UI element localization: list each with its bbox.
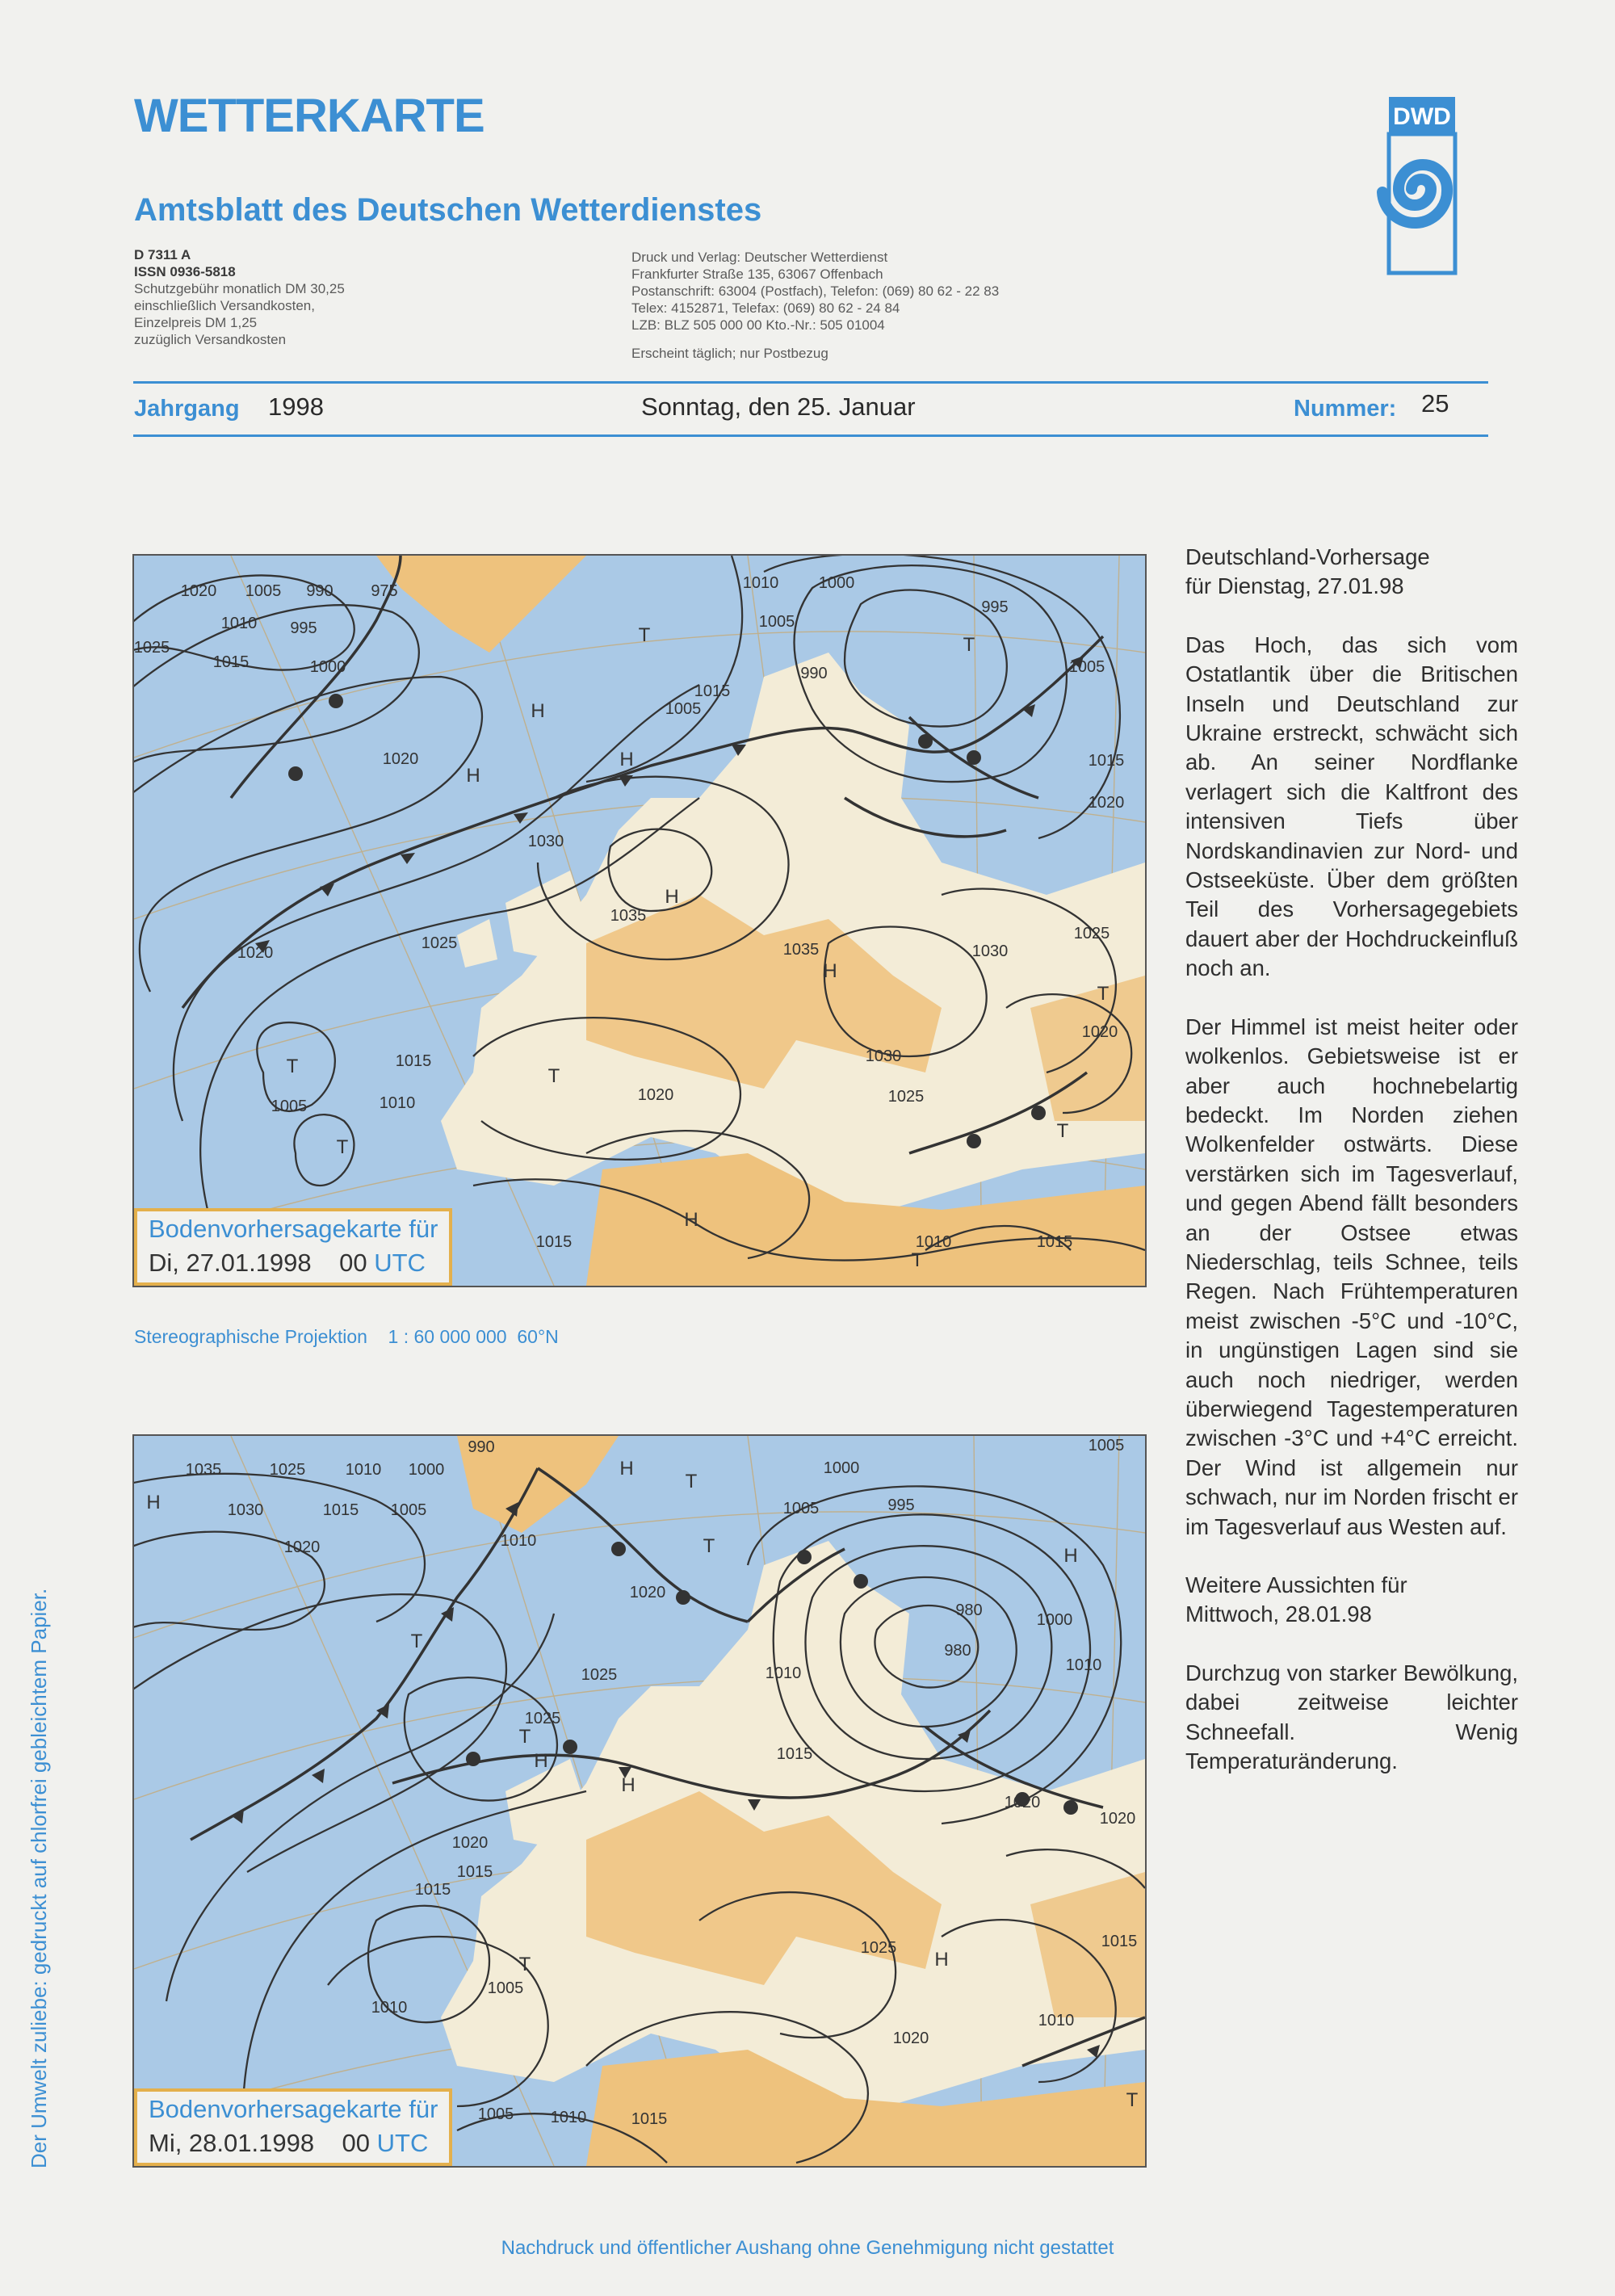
isobar-label: 975 <box>371 582 398 600</box>
isobar-label: 1020 <box>451 1834 489 1852</box>
isobar-label: 1020 <box>382 750 419 768</box>
isobar-label: 1035 <box>610 907 647 925</box>
pressure-center-label: H <box>823 960 837 982</box>
pressure-center-label: H <box>619 1458 634 1480</box>
nummer-value: 25 <box>1421 389 1449 418</box>
isobar-label: 1020 <box>892 2029 929 2047</box>
pressure-center-label: T <box>410 1631 423 1652</box>
isobar-label: 1015 <box>1036 1233 1073 1251</box>
pressure-center-label: T <box>1056 1120 1069 1142</box>
isobar-label: 995 <box>981 598 1009 616</box>
isobar-label: 1010 <box>915 1233 952 1251</box>
isobar-label: 990 <box>306 582 333 600</box>
isobar-label: 1005 <box>477 2105 514 2123</box>
isobar-label: 1015 <box>212 653 250 671</box>
publisher-line: Telex: 4152871, Telefax: (069) 80 62 - 24 84 <box>631 300 900 316</box>
pressure-center-label: T <box>547 1065 560 1087</box>
isobar-label: 1010 <box>379 1094 416 1112</box>
header-rule-top <box>133 381 1488 384</box>
environment-note: Der Umwelt zuliebe: gedruckt auf chlorfrei gebleichtem Papier. <box>27 1588 51 2168</box>
forecast-paragraph: Der Himmel ist meist heiter oder wolkenlos. Gebietsweise ist er aber auch hochnebelartig bedeckt. Im Norden ziehen Wolkenfelder ostwärts. Diese verstärken sich im Tagesverlauf, und gegen Abend fällt besonders an der Ostsee etwas Niederschlag, teils Schnee, teils Regen. Nach Frühtemperaturen meist zwischen -5°C und -10°C, in ungünstigen Lagen sind sie auch noch niedriger, werden überwiegend Tagestemperaturen zwischen -3°C und +4°C erreicht. Der Wind ist allgemein nur schwach, nur im Norden frischt er im Tagesverlauf aus Westen auf. <box>1185 1014 1518 1539</box>
map-caption-utc: UTC <box>374 1249 426 1277</box>
map-caption <box>134 1208 452 1286</box>
pressure-center-label: H <box>684 1209 698 1231</box>
page-subtitle: Amtsblatt des Deutschen Wetterdienstes <box>134 192 762 228</box>
forecast-text <box>1185 543 1518 1776</box>
isobar-label: 1010 <box>371 1999 408 2017</box>
publisher-line: Postanschrift: 63004 (Postfach), Telefon: (069) 80 62 - 22 83 <box>631 283 1000 299</box>
isobar-label: 1015 <box>456 1863 493 1881</box>
isobar-label: 1010 <box>550 2109 587 2126</box>
isobar-label: 1020 <box>1081 1023 1118 1041</box>
nummer-label: Nummer: <box>1294 396 1397 422</box>
isobar-label: 980 <box>944 1642 971 1660</box>
map-caption-date: Di, 27.01.1998 <box>149 1249 312 1277</box>
forecast-map-tuesday <box>132 554 1147 1287</box>
pressure-center-label: H <box>619 749 634 770</box>
fee-line: zuzüglich Versandkosten <box>134 332 287 347</box>
isobar-label: 1025 <box>1073 925 1110 942</box>
outlook-heading: Weitere Aussichten für <box>1185 1572 1407 1597</box>
isobar-label: 1030 <box>227 1501 264 1519</box>
isobar-label: 990 <box>468 1438 495 1456</box>
isobar-label: 1005 <box>1068 658 1105 676</box>
isobar-label: 1020 <box>637 1086 674 1104</box>
isobar-label: 1015 <box>322 1501 359 1519</box>
pressure-center-label: T <box>703 1535 715 1557</box>
pressure-center-label: T <box>1126 2089 1139 2111</box>
isobar-label: 1025 <box>421 934 458 952</box>
isobar-label: 1010 <box>1038 2012 1075 2029</box>
isobar-label: 1025 <box>860 1939 897 1957</box>
isobar-label: 995 <box>887 1496 915 1514</box>
isobar-label: 1015 <box>694 682 731 700</box>
projection-info <box>134 1326 559 1348</box>
isobar-label: 1010 <box>1065 1656 1102 1674</box>
fee-line: Schutzgebühr monatlich DM 30,25 <box>134 281 345 296</box>
jahrgang-value: 1998 <box>268 392 324 421</box>
isobar-label: 1030 <box>527 833 564 850</box>
isobar-label: 1015 <box>535 1233 573 1251</box>
isobar-label: 1025 <box>581 1666 618 1684</box>
isobar-label: 1020 <box>629 1584 666 1601</box>
forecast-map-wednesday <box>132 1434 1147 2168</box>
pressure-center-label: T <box>963 634 975 656</box>
isobar-label: 1030 <box>971 942 1009 960</box>
isobar-label: 1015 <box>395 1052 432 1070</box>
pressure-center-label: H <box>621 1774 636 1796</box>
publication-info-right <box>631 249 999 362</box>
publisher-line: LZB: BLZ 505 000 00 Kto.-Nr.: 505 01004 <box>631 317 885 333</box>
publisher-line: Frankfurter Straße 135, 63067 Offenbach <box>631 267 883 282</box>
isobar-label: 1005 <box>665 700 702 718</box>
isobar-label: 990 <box>800 665 828 682</box>
isobar-label: 1000 <box>823 1459 860 1477</box>
map-caption-utc: UTC <box>376 2129 429 2157</box>
map-caption <box>134 2088 452 2166</box>
isobar-label: 1015 <box>414 1881 451 1899</box>
isobar-label: 1010 <box>765 1664 802 1682</box>
dwd-logo-text: DWD <box>1393 103 1451 130</box>
isobar-label: 995 <box>290 619 317 637</box>
isobar-label: 1005 <box>1088 1437 1125 1454</box>
dwd-logo <box>1361 94 1458 279</box>
pressure-center-label: H <box>146 1492 161 1513</box>
isobar-label: 1020 <box>1099 1810 1136 1828</box>
map-caption-title: Bodenvorhersagekarte für <box>149 1215 438 1243</box>
isobar-label: 1000 <box>1036 1611 1073 1629</box>
map-caption-date: Mi, 28.01.1998 <box>149 2129 315 2157</box>
publisher-line: Druck und Verlag: Deutscher Wetterdienst <box>631 250 888 265</box>
pressure-center-label: T <box>336 1136 349 1158</box>
isobar-label: 1005 <box>782 1500 820 1517</box>
isobar-label: 1010 <box>345 1461 382 1479</box>
isobar-label: 1010 <box>500 1532 537 1550</box>
isobar-label: 980 <box>955 1601 983 1619</box>
isobar-label: 1000 <box>818 574 855 592</box>
isobar-label: 1035 <box>782 941 820 959</box>
pressure-center-label: T <box>911 1249 924 1271</box>
pub-code: D 7311 A <box>134 247 191 262</box>
pressure-center-label: T <box>518 1954 531 1975</box>
isobar-label: 1015 <box>776 1745 813 1763</box>
header-rule-bottom <box>133 434 1488 437</box>
isobar-label: 1000 <box>408 1461 445 1479</box>
pressure-center-label: H <box>934 1949 949 1971</box>
jahrgang-label: Jahrgang <box>134 396 240 422</box>
isobar-label: 1025 <box>524 1710 561 1727</box>
pressure-center-label: T <box>286 1056 299 1077</box>
isobar-label: 1005 <box>390 1501 427 1519</box>
map-caption-time: 00 <box>339 1249 367 1277</box>
isobar-label: 1020 <box>1004 1794 1041 1811</box>
outlook-paragraph: Durchzug von starker Bewölkung, dabei zeitweise leichter Schneefall. Wenig Temperaturänderung. <box>1185 1660 1518 1774</box>
pressure-center-label: H <box>531 700 545 722</box>
pressure-center-label: T <box>1097 983 1110 1005</box>
isobar-label: 1020 <box>283 1538 321 1556</box>
projection-label: Stereographische Projektion <box>134 1326 367 1347</box>
isobar-label: 1015 <box>1101 1933 1138 1950</box>
projection-scale: 1 : 60 000 000 <box>388 1326 507 1347</box>
publication-info-left <box>134 246 345 348</box>
pressure-center-label: T <box>638 624 651 646</box>
isobar-label: 1010 <box>742 574 779 592</box>
isobar-label: 1015 <box>631 2110 668 2128</box>
footer-note: Nachdruck und öffentlicher Aushang ohne Genehmigung nicht gestattet <box>501 2237 1114 2259</box>
schedule-line: Erscheint täglich; nur Postbezug <box>631 346 828 361</box>
forecast-paragraph: Das Hoch, das sich vom Ostatlantik über die Britischen Inseln und Deutschland zur Ukraine erstreckt, schwächt sich ab. An seiner Nordflanke verlagert sich die Kaltfront des intensiven Tiefs über Nordskandinavien zur Nord- und Ostseeküste. Über dem größten Teil des Vorhersagegebiets dauert aber der Hochdruckeinfluß noch an. <box>1185 632 1518 981</box>
forecast-heading: für Dienstag, 27.01.98 <box>1185 573 1404 599</box>
isobar-label: 1010 <box>220 615 258 632</box>
pressure-center-label: T <box>685 1471 698 1492</box>
map-caption-title: Bodenvorhersagekarte für <box>149 2095 438 2123</box>
fee-line: Einzelpreis DM 1,25 <box>134 315 258 330</box>
forecast-heading: Deutschland-Vorhersage <box>1185 544 1430 569</box>
isobar-label: 1005 <box>758 613 795 631</box>
isobar-label: 1030 <box>865 1047 902 1065</box>
pressure-center-label: H <box>466 765 480 787</box>
pressure-center-label: T <box>518 1726 531 1748</box>
isobar-label: 1000 <box>309 658 346 676</box>
isobar-label: 1005 <box>487 1979 524 1997</box>
page-title: WETTERKARTE <box>134 90 484 142</box>
isobar-label: 1025 <box>134 639 170 657</box>
isobar-label: 1015 <box>1088 752 1125 770</box>
pressure-center-label: H <box>665 886 679 908</box>
isobar-label: 1025 <box>269 1461 306 1479</box>
isobar-label: 1005 <box>245 582 282 600</box>
isobar-label: 1035 <box>185 1461 222 1479</box>
pressure-center-label: H <box>534 1750 548 1772</box>
isobar-label: 1020 <box>180 582 217 600</box>
isobar-label: 1020 <box>1088 794 1125 812</box>
isobar-label: 1025 <box>887 1088 925 1106</box>
pressure-center-label: H <box>1063 1545 1078 1567</box>
outlook-heading: Mittwoch, 28.01.98 <box>1185 1601 1372 1627</box>
projection-latitude: 60°N <box>517 1326 559 1347</box>
issue-date: Sonntag, den 25. Januar <box>641 392 916 421</box>
isobar-label: 1020 <box>237 944 274 962</box>
isobar-label: 1005 <box>271 1098 308 1115</box>
issn: ISSN 0936-5818 <box>134 264 236 279</box>
fee-line: einschließlich Versandkosten, <box>134 298 315 313</box>
map-caption-time: 00 <box>342 2129 371 2157</box>
